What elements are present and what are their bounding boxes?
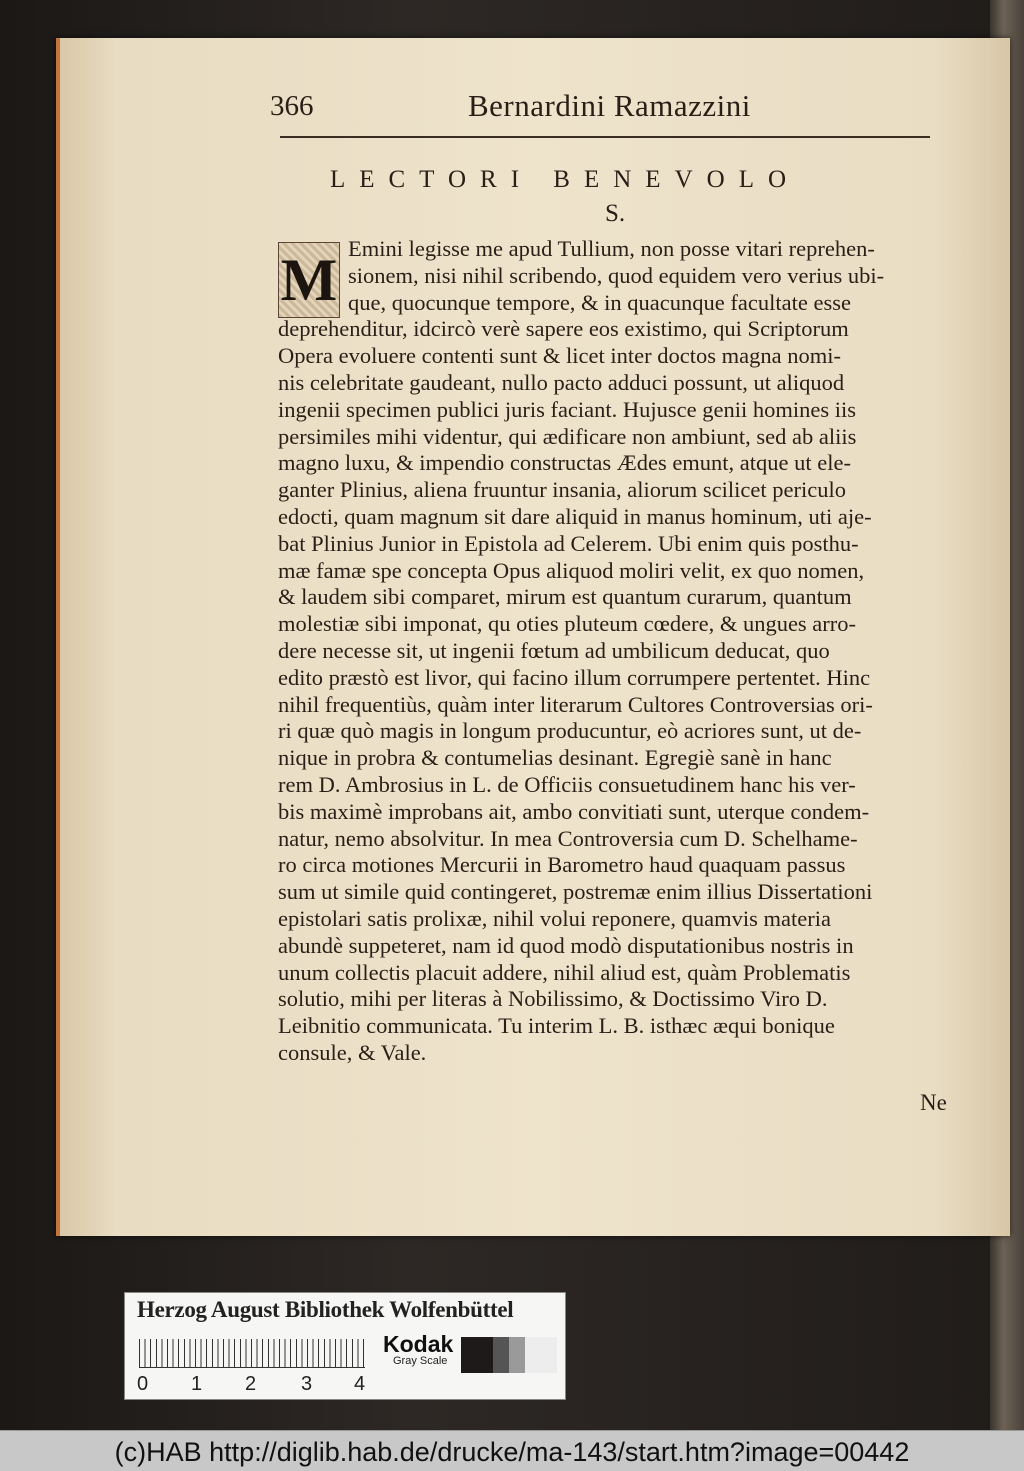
catchword: Ne bbox=[920, 1090, 947, 1115]
text-line: nis celebritate gaudeant, nullo pacto adduci possunt, ut aliquod bbox=[278, 369, 845, 395]
gray-patch-dark bbox=[493, 1337, 525, 1373]
text-line: & laudem sibi comparet, mirum est quantum curarum, quantum bbox=[278, 584, 852, 610]
text-line: molestiæ sibi imponat, qu oties pluteum cœdere, & ungues arro- bbox=[278, 611, 857, 637]
ruler-number: 1 bbox=[191, 1373, 203, 1395]
text-line: Emini legisse me apud Tullium, non posse vitari reprehen- bbox=[348, 236, 875, 261]
text-line: solutio, mihi per literas à Nobilissimo, & Doctissimo Viro D. bbox=[278, 986, 828, 1012]
text-line: edocti, quam magnum sit dare aliquid in manus hominum, uti aje- bbox=[278, 503, 872, 529]
text-line: bat Plinius Junior in Epistola ad Celerem. Ubi enim quis posthu- bbox=[278, 530, 859, 556]
page-number: 366 bbox=[270, 90, 314, 122]
text-line: nihil frequentiùs, quàm inter literarum Cultores Controversias ori- bbox=[278, 691, 873, 717]
text-line: que, quocunque tempore, & in quacunque facultate esse bbox=[348, 289, 851, 315]
text-line: consule, & Vale. bbox=[278, 1039, 427, 1065]
book-page bbox=[56, 38, 1010, 1236]
color-calibration-card bbox=[124, 1292, 566, 1400]
text-line: ingenii specimen publici juris faciant. Hujusce genii homines iis bbox=[278, 396, 857, 422]
text-line: magno luxu, & impendio constructas Ædes emunt, atque ut ele- bbox=[278, 450, 852, 476]
text-line: nique in probra & contumelias desinant. Egregiè sanè in hanc bbox=[278, 745, 832, 771]
initial-letter: M bbox=[280, 247, 338, 313]
text-line: ri quæ quò magis in longum producuntur, eò acriores sunt, ut de- bbox=[278, 718, 862, 744]
citation-bar bbox=[0, 1430, 1024, 1471]
running-head: Bernardini Ramazzini bbox=[468, 88, 751, 123]
ruler-number: 2 bbox=[245, 1373, 257, 1395]
gray-patch-light bbox=[525, 1337, 557, 1373]
text-line: Leibnitio communicata. Tu interim L. B. isthæc æqui bonique bbox=[278, 1013, 835, 1039]
text-line: ganter Plinius, aliena fruuntur insania, aliorum scilicet periculo bbox=[278, 477, 846, 503]
salutation: S. bbox=[605, 200, 626, 227]
ruler-number: 4 bbox=[354, 1373, 366, 1395]
text-line: sionem, nisi nihil scribendo, quod equidem vero verius ubi- bbox=[348, 262, 885, 288]
text-line: natur, nemo absolvitur. In mea Controversia cum D. Schelhame- bbox=[278, 825, 858, 851]
ruler-number: 3 bbox=[301, 1373, 313, 1395]
text-line: Opera evoluere contenti sunt & licet inter doctos magna nomi- bbox=[278, 343, 841, 369]
text-line: sum ut simile quid contingeret, postremæ enim illius Dissertationi bbox=[278, 879, 873, 905]
header-rule bbox=[280, 136, 930, 138]
text-line: ro circa motiones Mercurii in Barometro haud quaquam passus bbox=[278, 852, 846, 878]
kodak-logo: Kodak bbox=[383, 1331, 454, 1357]
gray-scale-label: Gray Scale bbox=[393, 1355, 448, 1367]
text-line: persimiles mihi videntur, qui ædificare non ambiunt, sed ab aliis bbox=[278, 423, 857, 449]
text-line: edito præstò est livor, qui facino illum corrumpere pertentet. Hinc bbox=[278, 664, 871, 690]
text-line: mæ famæ spe concepta Opus aliquod moliri velit, ex quo nomen, bbox=[278, 557, 865, 583]
text-line: dere necesse sit, ut ingenii fœtum ad umbilicum deducat, quo bbox=[278, 637, 830, 663]
library-name: Herzog August Bibliothek Wolfenbüttel bbox=[137, 1297, 514, 1322]
citation-url[interactable]: (c)HAB http://diglib.hab.de/drucke/ma-143/start.htm?image=00442 bbox=[114, 1437, 910, 1467]
ruler-number: 0 bbox=[137, 1373, 149, 1395]
body-text bbox=[278, 236, 954, 1067]
text-line: abundè suppeteret, nam id quod modò disputationibus nostris in bbox=[278, 932, 854, 958]
text-line: unum collectis placuit addere, nihil aliud est, quàm Problematis bbox=[278, 959, 851, 985]
section-title: LECTORI BENEVOLO bbox=[329, 166, 801, 193]
text-line: deprehenditur, idcircò verè sapere eos existimo, qui Scriptorum bbox=[278, 316, 849, 342]
text-line: epistolari satis prolixæ, nihil volui reponere, quamvis materia bbox=[278, 905, 832, 931]
text-line: rem D. Ambrosius in L. de Officiis consuetudinem hanc his ver- bbox=[278, 771, 856, 797]
ruler-scale bbox=[139, 1339, 365, 1368]
gray-patch-black bbox=[461, 1337, 493, 1373]
text-line: bis maximè improbans ait, ambo convitiati sunt, uterque condem- bbox=[278, 798, 870, 824]
